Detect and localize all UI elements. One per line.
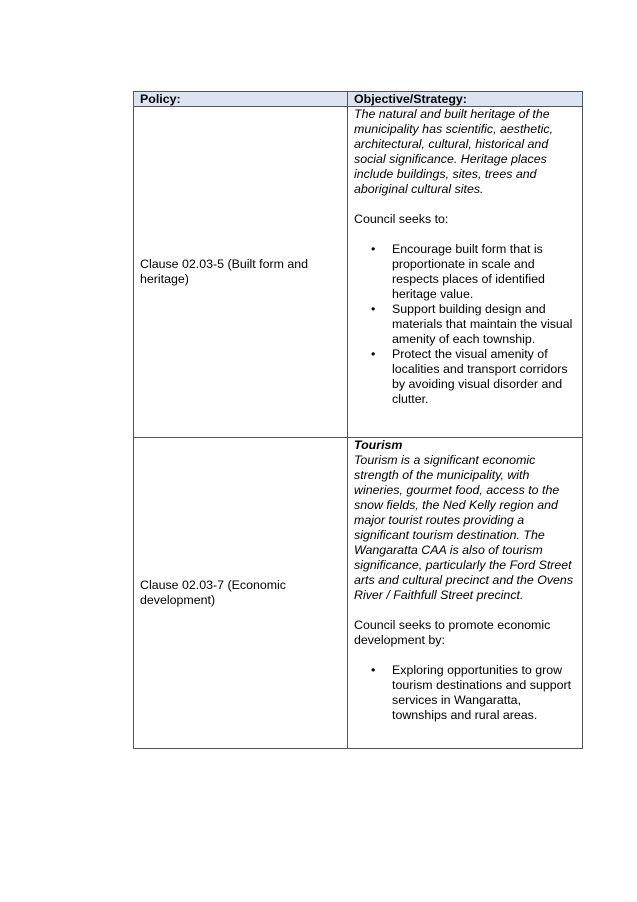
table-row <box>134 438 583 749</box>
strategy-list <box>354 242 577 407</box>
policy-cell: Clause 02.03-7 (Economic development) <box>134 438 348 749</box>
strategy-list <box>354 663 577 723</box>
strategy-bullet: • Support building design and materials that maintain the visual amenity of each township. <box>392 302 577 347</box>
objective-intro: Tourism is a significant economic strength of the municipality, with wineries, gourmet food, access to the snow fields, the Ned Kelly region and major tourist routes providing a significant tourism destination. The Wangaratta CAA is also of tourism significance, particularly the Ford Street arts and cultural precinct and the Ovens River / Faithfull Street precinct. <box>354 453 574 602</box>
objective-heading: Tourism <box>354 438 403 452</box>
policy-table <box>133 91 583 749</box>
strategy-bullet: • Exploring opportunities to grow tourism destinations and support services in Wangaratta, townships and rural areas. <box>392 663 577 723</box>
objective-cell <box>348 438 583 749</box>
strategy-bullet: • Encourage built form that is proportionate in scale and respects places of identified heritage value. <box>392 242 577 302</box>
header-policy: Policy: <box>134 92 348 107</box>
strategy-bullet: • Protect the visual amenity of localities and transport corridors by avoiding visual disorder and clutter. <box>392 347 577 407</box>
objective-cell <box>348 107 583 438</box>
policy-cell: Clause 02.03-5 (Built form and heritage) <box>134 107 348 438</box>
objective-lead: Council seeks to promote economic development by: <box>354 618 551 647</box>
objective-lead: Council seeks to: <box>354 212 449 226</box>
table-header-row <box>134 92 583 107</box>
objective-intro: The natural and built heritage of the municipality has scientific, aesthetic, architectural, cultural, historical and social significance. Heritage places include buildings, sites, trees and aboriginal cultural sites. <box>354 107 554 196</box>
table-row <box>134 107 583 438</box>
header-objective: Objective/Strategy: <box>348 92 583 107</box>
